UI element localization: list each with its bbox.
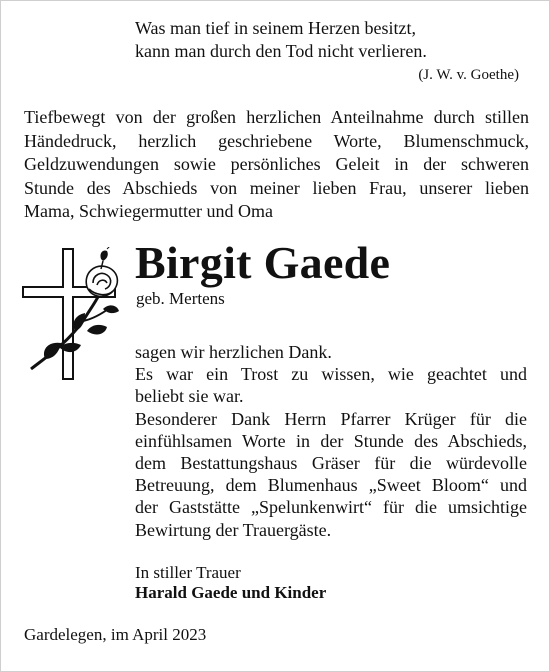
quote-author: (J. W. v. Goethe) [418, 67, 519, 83]
thanks-line: sagen wir herzlichen Dank. [135, 342, 332, 362]
thanks-line: dem Bestattungshaus Gräser für die würdevolle [135, 453, 527, 474]
thanks-line: einfühlsamen Worte in der Stunde des Abschieds, [135, 430, 527, 451]
thanks-paragraph [135, 341, 527, 541]
place-date: Gardelegen, im April 2023 [24, 625, 207, 644]
thanks-line: Besonderer Dank Herrn Pfarrer Krüger für die [135, 408, 527, 429]
quote [135, 17, 427, 63]
cross-with-rose-icon [19, 247, 131, 383]
intro-paragraph [24, 106, 529, 224]
family-signature: Harald Gaede und Kinder [135, 583, 327, 602]
thanks-line: Bewirtung der Trauergäste. [135, 519, 332, 540]
thanks-line: beliebt sie war. [135, 386, 244, 407]
intro-line: Händedruck, herzlich geschriebene Worte, Blumenschmuck, [24, 130, 529, 151]
intro-line: Geldzuwendungen sowie persönliches Geleit in der schweren [24, 154, 529, 174]
maiden-name: geb. Mertens [136, 289, 225, 308]
mourning-phrase: In stiller Trauer [135, 563, 241, 582]
deceased-name: Birgit Gaede [135, 237, 391, 288]
thanks-line: Betreuung, dem Blumenhaus „Sweet Bloom“ und [135, 475, 527, 496]
intro-line: Stunde des Abschieds von meiner lieben Frau, unserer lieben [24, 177, 529, 198]
intro-line: Mama, Schwiegermutter und Oma [24, 201, 273, 221]
intro-line: Tiefbewegt von der großen herzlichen Anteilnahme durch stillen [24, 107, 529, 127]
quote-line-1: Was man tief in seinem Herzen besitzt, [135, 18, 416, 38]
thanks-line: Es war ein Trost zu wissen, wie geachtet und [135, 364, 527, 385]
thanks-line: der Gaststätte „Spelunkenwirt“ für die umsichtige [135, 497, 527, 518]
quote-line-2: kann man durch den Tod nicht verlieren. [135, 41, 427, 61]
